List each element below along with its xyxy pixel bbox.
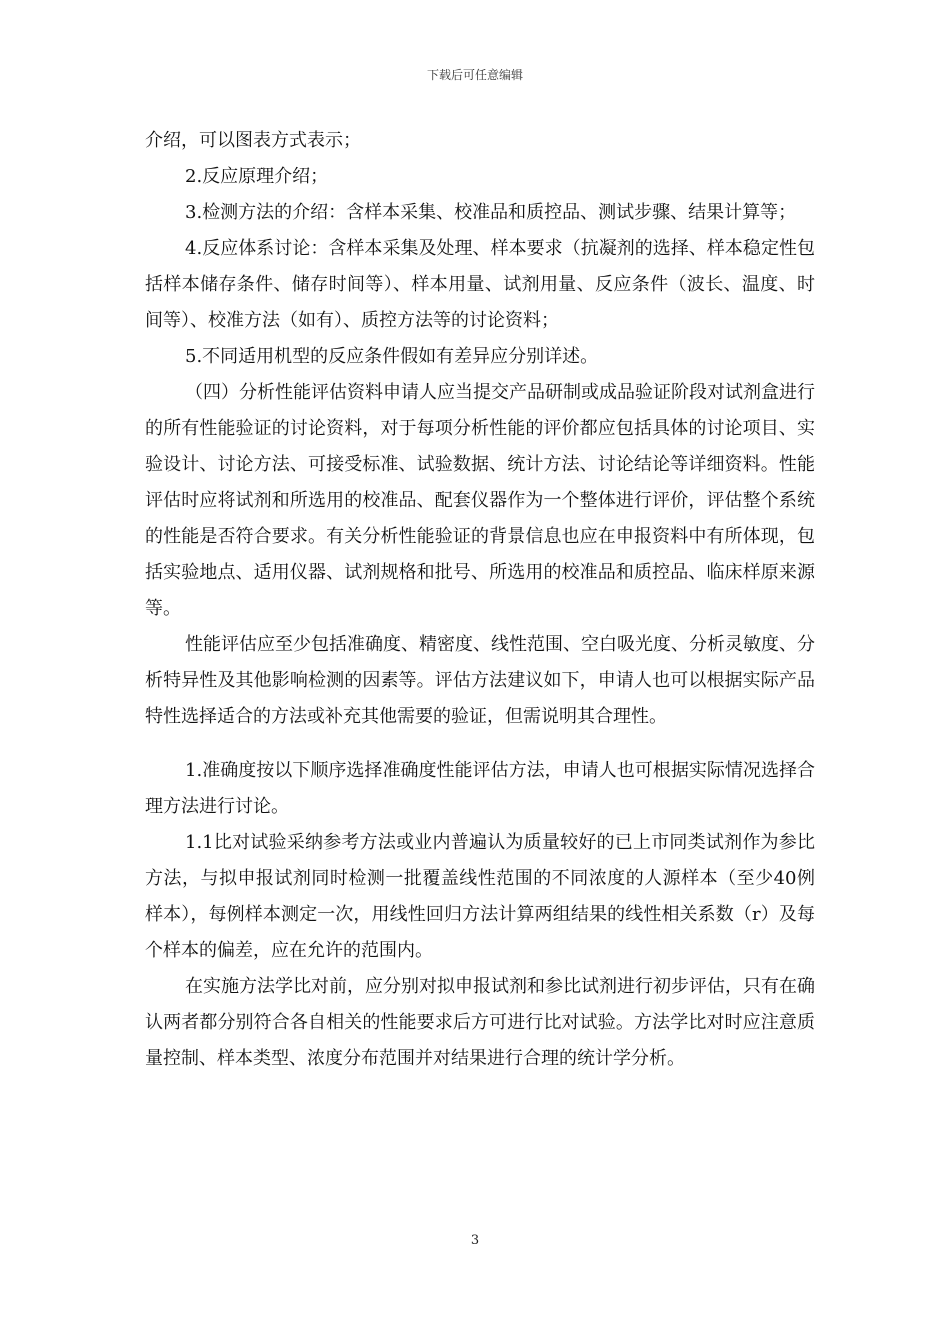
- paragraph-reaction-principle: 2.反应原理介绍；: [185, 166, 329, 187]
- document-body: [145, 123, 815, 1077]
- paragraph-analytical-performance: （四）分析性能评估资料申请人应当提交产品研制或成品验证阶段对试剂盒进行的所有性能验证的讨论资料，对于每项分析性能的评价都应包括具体的讨论项目、实验设计、讨论方法、可接受标准、试验数据、统计方法、讨论结论等详细资料。性能评估时应将试剂和所选用的校准品、配套仪器作为一个整体进行评价，评估整个系统的性能是否符合要求。有关分析性能验证的背景信息也应在申报资料中有所体现，包括实验地点、适用仪器、试剂规格和批号、所选用的校准品和质控品、临床样原来源等。: [145, 382, 815, 619]
- header-note: 下载后可任意编辑: [426, 68, 523, 82]
- paragraph-instrument-conditions: 5.不同适用机型的反应条件假如有差异应分别详述。: [185, 346, 599, 367]
- paragraph-performance-evaluation: 性能评估应至少包括准确度、精密度、线性范围、空白吸光度、分析灵敏度、分析特异性及其他影响检测的因素等。评估方法建议如下，申请人也可以根据实际产品特性选择适合的方法或补充其他需要的验证，但需说明其合理性。: [145, 634, 815, 727]
- paragraph-detection-method: 3.检测方法的介绍：含样本采集、校准品和质控品、测试步骤、结果计算等；: [185, 202, 797, 223]
- page-number: 3: [470, 1233, 480, 1248]
- paragraph-spacer: [145, 735, 815, 753]
- paragraph-continuation: 介绍，可以图表方式表示；: [145, 130, 361, 151]
- paragraph-reaction-system: 4.反应体系讨论：含样本采集及处理、样本要求（抗凝剂的选择、样本稳定性包括样本储存条件、储存时间等）、样本用量、试剂用量、反应条件（波长、温度、时间等）、校准方法（如有）、质控方法等的讨论资料；: [145, 238, 815, 331]
- paragraph-comparison-test: 1.1比对试验采纳参考方法或业内普遍认为质量较好的已上市同类试剂作为参比方法，与拟申报试剂同时检测一批覆盖线性范围的不同浓度的人源样本（至少40例样本），每例样本测定一次，用线性回归方法计算两组结果的线性相关系数（r）及每个样本的偏差，应在允许的范围内。: [145, 832, 815, 961]
- paragraph-accuracy: 1.准确度按以下顺序选择准确度性能评估方法，申请人也可根据实际情况选择合理方法进行讨论。: [145, 760, 815, 817]
- paragraph-method-comparison: 在实施方法学比对前，应分别对拟申报试剂和参比试剂进行初步评估，只有在确认两者都分别符合各自相关的性能要求后方可进行比对试验。方法学比对时应注意质量控制、样本类型、浓度分布范围并对结果进行合理的统计学分析。: [145, 976, 815, 1069]
